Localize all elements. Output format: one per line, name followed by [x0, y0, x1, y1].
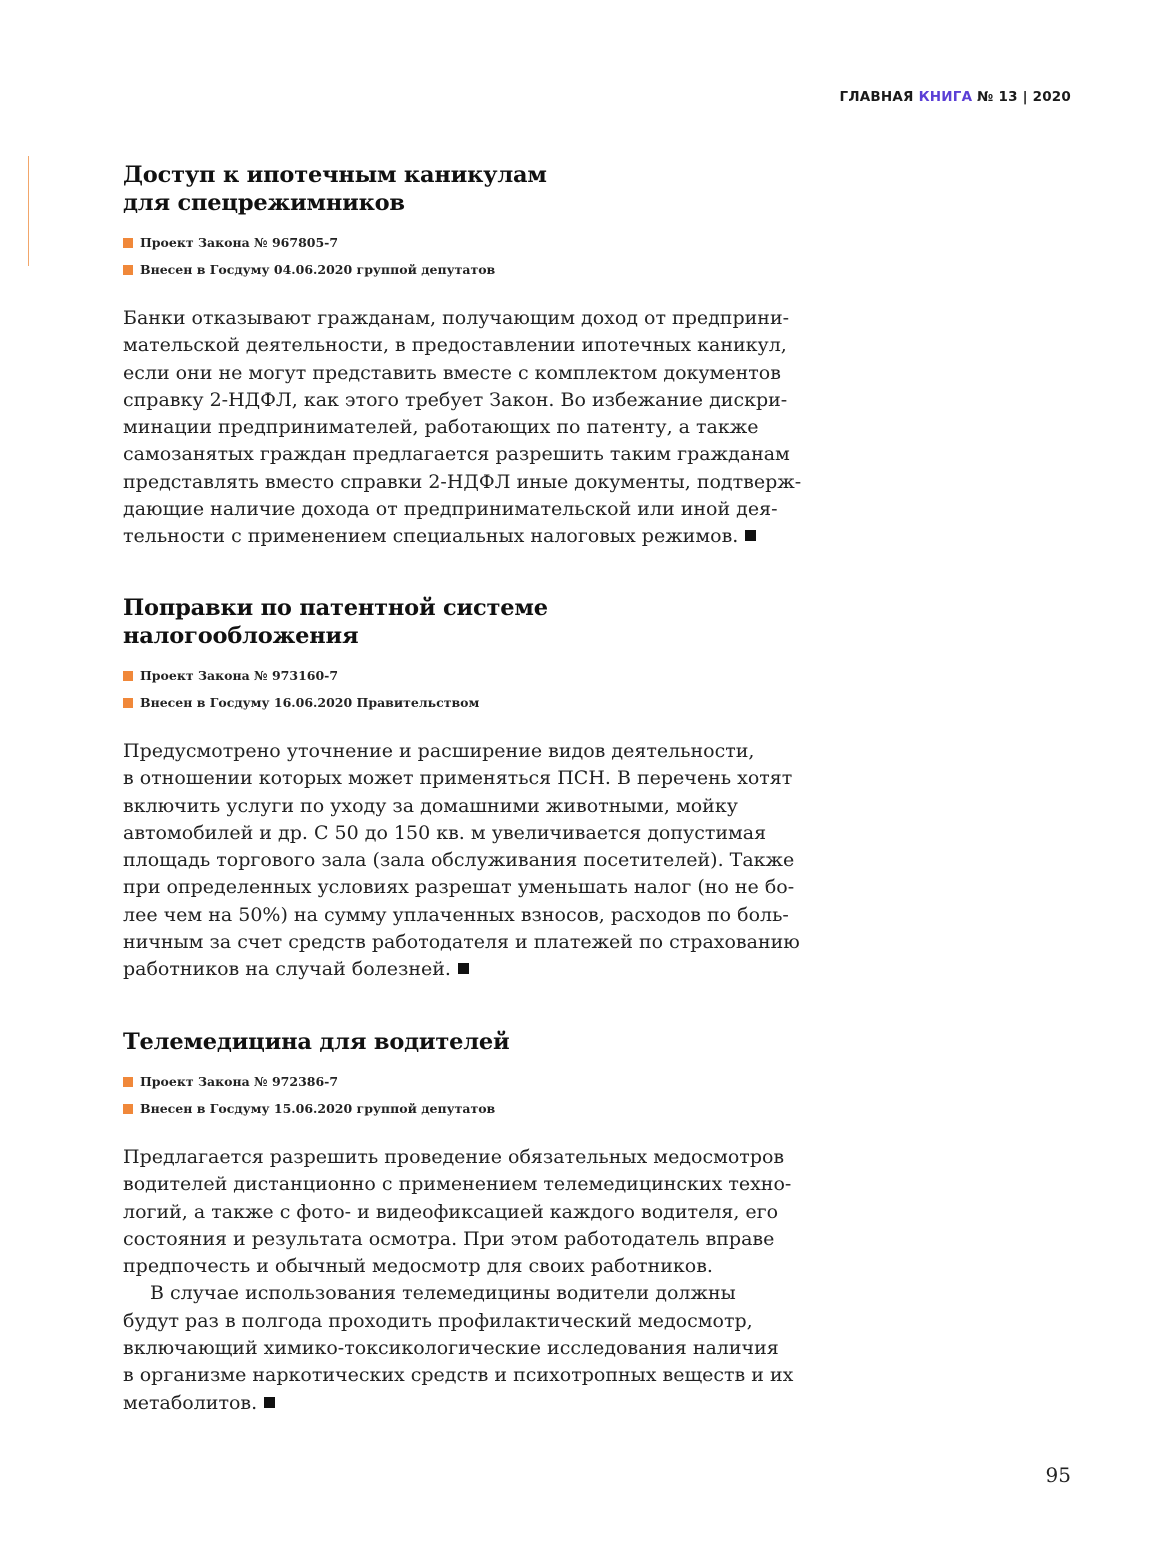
bill-submission-text: Внесен в Госдуму 15.06.2020 группой депутатов	[140, 1101, 496, 1116]
text-line: минации предпринимателей, работающих по патенту, а также	[123, 416, 759, 439]
bullet-square-icon	[123, 698, 133, 708]
article-title-line: Поправки по патентной системе	[123, 595, 548, 621]
text-line: тельности с применением специальных налоговых режимов.	[123, 525, 739, 548]
article-telemedicine	[123, 1028, 803, 1417]
bill-number-text: Проект Закона № 973160-7	[140, 668, 339, 683]
text-line: при определенных условиях разрешат уменьшать налог (но не бо-	[123, 876, 795, 899]
text-line: будут раз в полгода проходить профилактический медосмотр,	[123, 1309, 753, 1332]
text-line: водителей дистанционно с применением телемедицинских техно-	[123, 1173, 792, 1196]
bill-submission	[123, 689, 803, 716]
text-line: в организме наркотических средств и психотропных веществ и их	[123, 1364, 794, 1387]
end-of-article-icon	[264, 1397, 275, 1408]
paragraph	[123, 738, 803, 984]
bill-submission-text: Внесен в Госдуму 04.06.2020 группой депутатов	[140, 262, 496, 277]
paragraph	[123, 1144, 803, 1280]
text-line: состояния и результата осмотра. При этом работодатель вправе	[123, 1227, 775, 1250]
article-body	[123, 738, 803, 984]
text-line: работников на случай болезней.	[123, 958, 451, 981]
page-header	[840, 89, 1071, 105]
bullet-square-icon	[123, 671, 133, 681]
bullet-square-icon	[123, 265, 133, 275]
text-line: площадь торгового зала (зала обслуживания посетителей). Также	[123, 849, 795, 872]
text-line: если они не могут представить вместе с комплектом документов	[123, 361, 781, 384]
brand-name-part1: ГЛАВНАЯ	[839, 89, 914, 105]
bill-number	[123, 1068, 803, 1095]
paragraph	[123, 1280, 803, 1416]
text-line: Предусмотрено уточнение и расширение видов деятельности,	[123, 740, 755, 762]
text-line: логий, а также с фото- и видеофиксацией каждого водителя, его	[123, 1200, 779, 1223]
article-mortgage-holidays	[123, 161, 803, 551]
text-line: Предлагается разрешить проведение обязательных медосмотров	[123, 1146, 785, 1168]
text-line: в отношении которых может применяться ПСН. В перечень хотят	[123, 767, 793, 790]
article-title	[123, 594, 803, 650]
text-line: мательской деятельности, в предоставлении ипотечных каникул,	[123, 334, 787, 357]
bullet-square-icon	[123, 1104, 133, 1114]
article-body	[123, 1144, 803, 1417]
article-body	[123, 305, 803, 551]
text-line: Банки отказывают гражданам, получающим доход от предприни-	[123, 307, 790, 329]
issue-number: № 13 | 2020	[977, 89, 1071, 105]
text-line: автомобилей и др. С 50 до 150 кв. м увеличивается допустимая	[123, 821, 767, 844]
bill-number-text: Проект Закона № 967805-7	[140, 235, 339, 250]
text-line: ничным за счет средств работодателя и платежей по страхованию	[123, 931, 800, 954]
article-title	[123, 1028, 803, 1056]
article-patent-system	[123, 594, 803, 984]
text-line: дающие наличие дохода от предпринимательской или иной дея-	[123, 498, 778, 521]
bullet-square-icon	[123, 238, 133, 248]
bill-number	[123, 229, 803, 256]
text-line: справку 2-НДФЛ, как этого требует Закон. Во избежание дискри-	[123, 388, 788, 411]
text-line: лее чем на 50%) на сумму уплаченных взносов, расходов по боль-	[123, 903, 789, 926]
brand-name-part2: КНИГА	[918, 89, 973, 105]
bill-number-text: Проект Закона № 972386-7	[140, 1074, 339, 1089]
text-line: метаболитов.	[123, 1391, 258, 1414]
bill-submission	[123, 1095, 803, 1122]
text-line: самозанятых граждан предлагается разрешить таким гражданам	[123, 443, 790, 466]
article-title-line: Доступ к ипотечным каникулам	[123, 162, 547, 188]
text-line: включить услуги по уходу за домашними животными, мойку	[123, 794, 738, 817]
article-meta	[123, 662, 803, 716]
end-of-article-icon	[745, 530, 756, 541]
article-meta	[123, 229, 803, 283]
article-meta	[123, 1068, 803, 1122]
text-line: В случае использования телемедицины водители должны	[150, 1282, 736, 1305]
bill-submission	[123, 256, 803, 283]
bullet-square-icon	[123, 1077, 133, 1087]
paragraph	[123, 305, 803, 551]
article-title-line: Телемедицина для водителей	[123, 1029, 510, 1055]
text-line: предпочесть и обычный медосмотр для своих работников.	[123, 1255, 713, 1278]
margin-accent-line	[28, 156, 29, 266]
article-title-line: налогообложения	[123, 623, 359, 649]
bill-submission-text: Внесен в Госдуму 16.06.2020 Правительством	[140, 695, 480, 710]
page-number: 95	[1045, 1463, 1071, 1487]
text-line: включающий химико-токсикологические исследования наличия	[123, 1337, 779, 1360]
text-line: представлять вместо справки 2-НДФЛ иные документы, подтверж-	[123, 470, 802, 493]
article-title	[123, 161, 803, 217]
bill-number	[123, 662, 803, 689]
end-of-article-icon	[458, 963, 469, 974]
article-title-line: для спецрежимников	[123, 190, 405, 216]
